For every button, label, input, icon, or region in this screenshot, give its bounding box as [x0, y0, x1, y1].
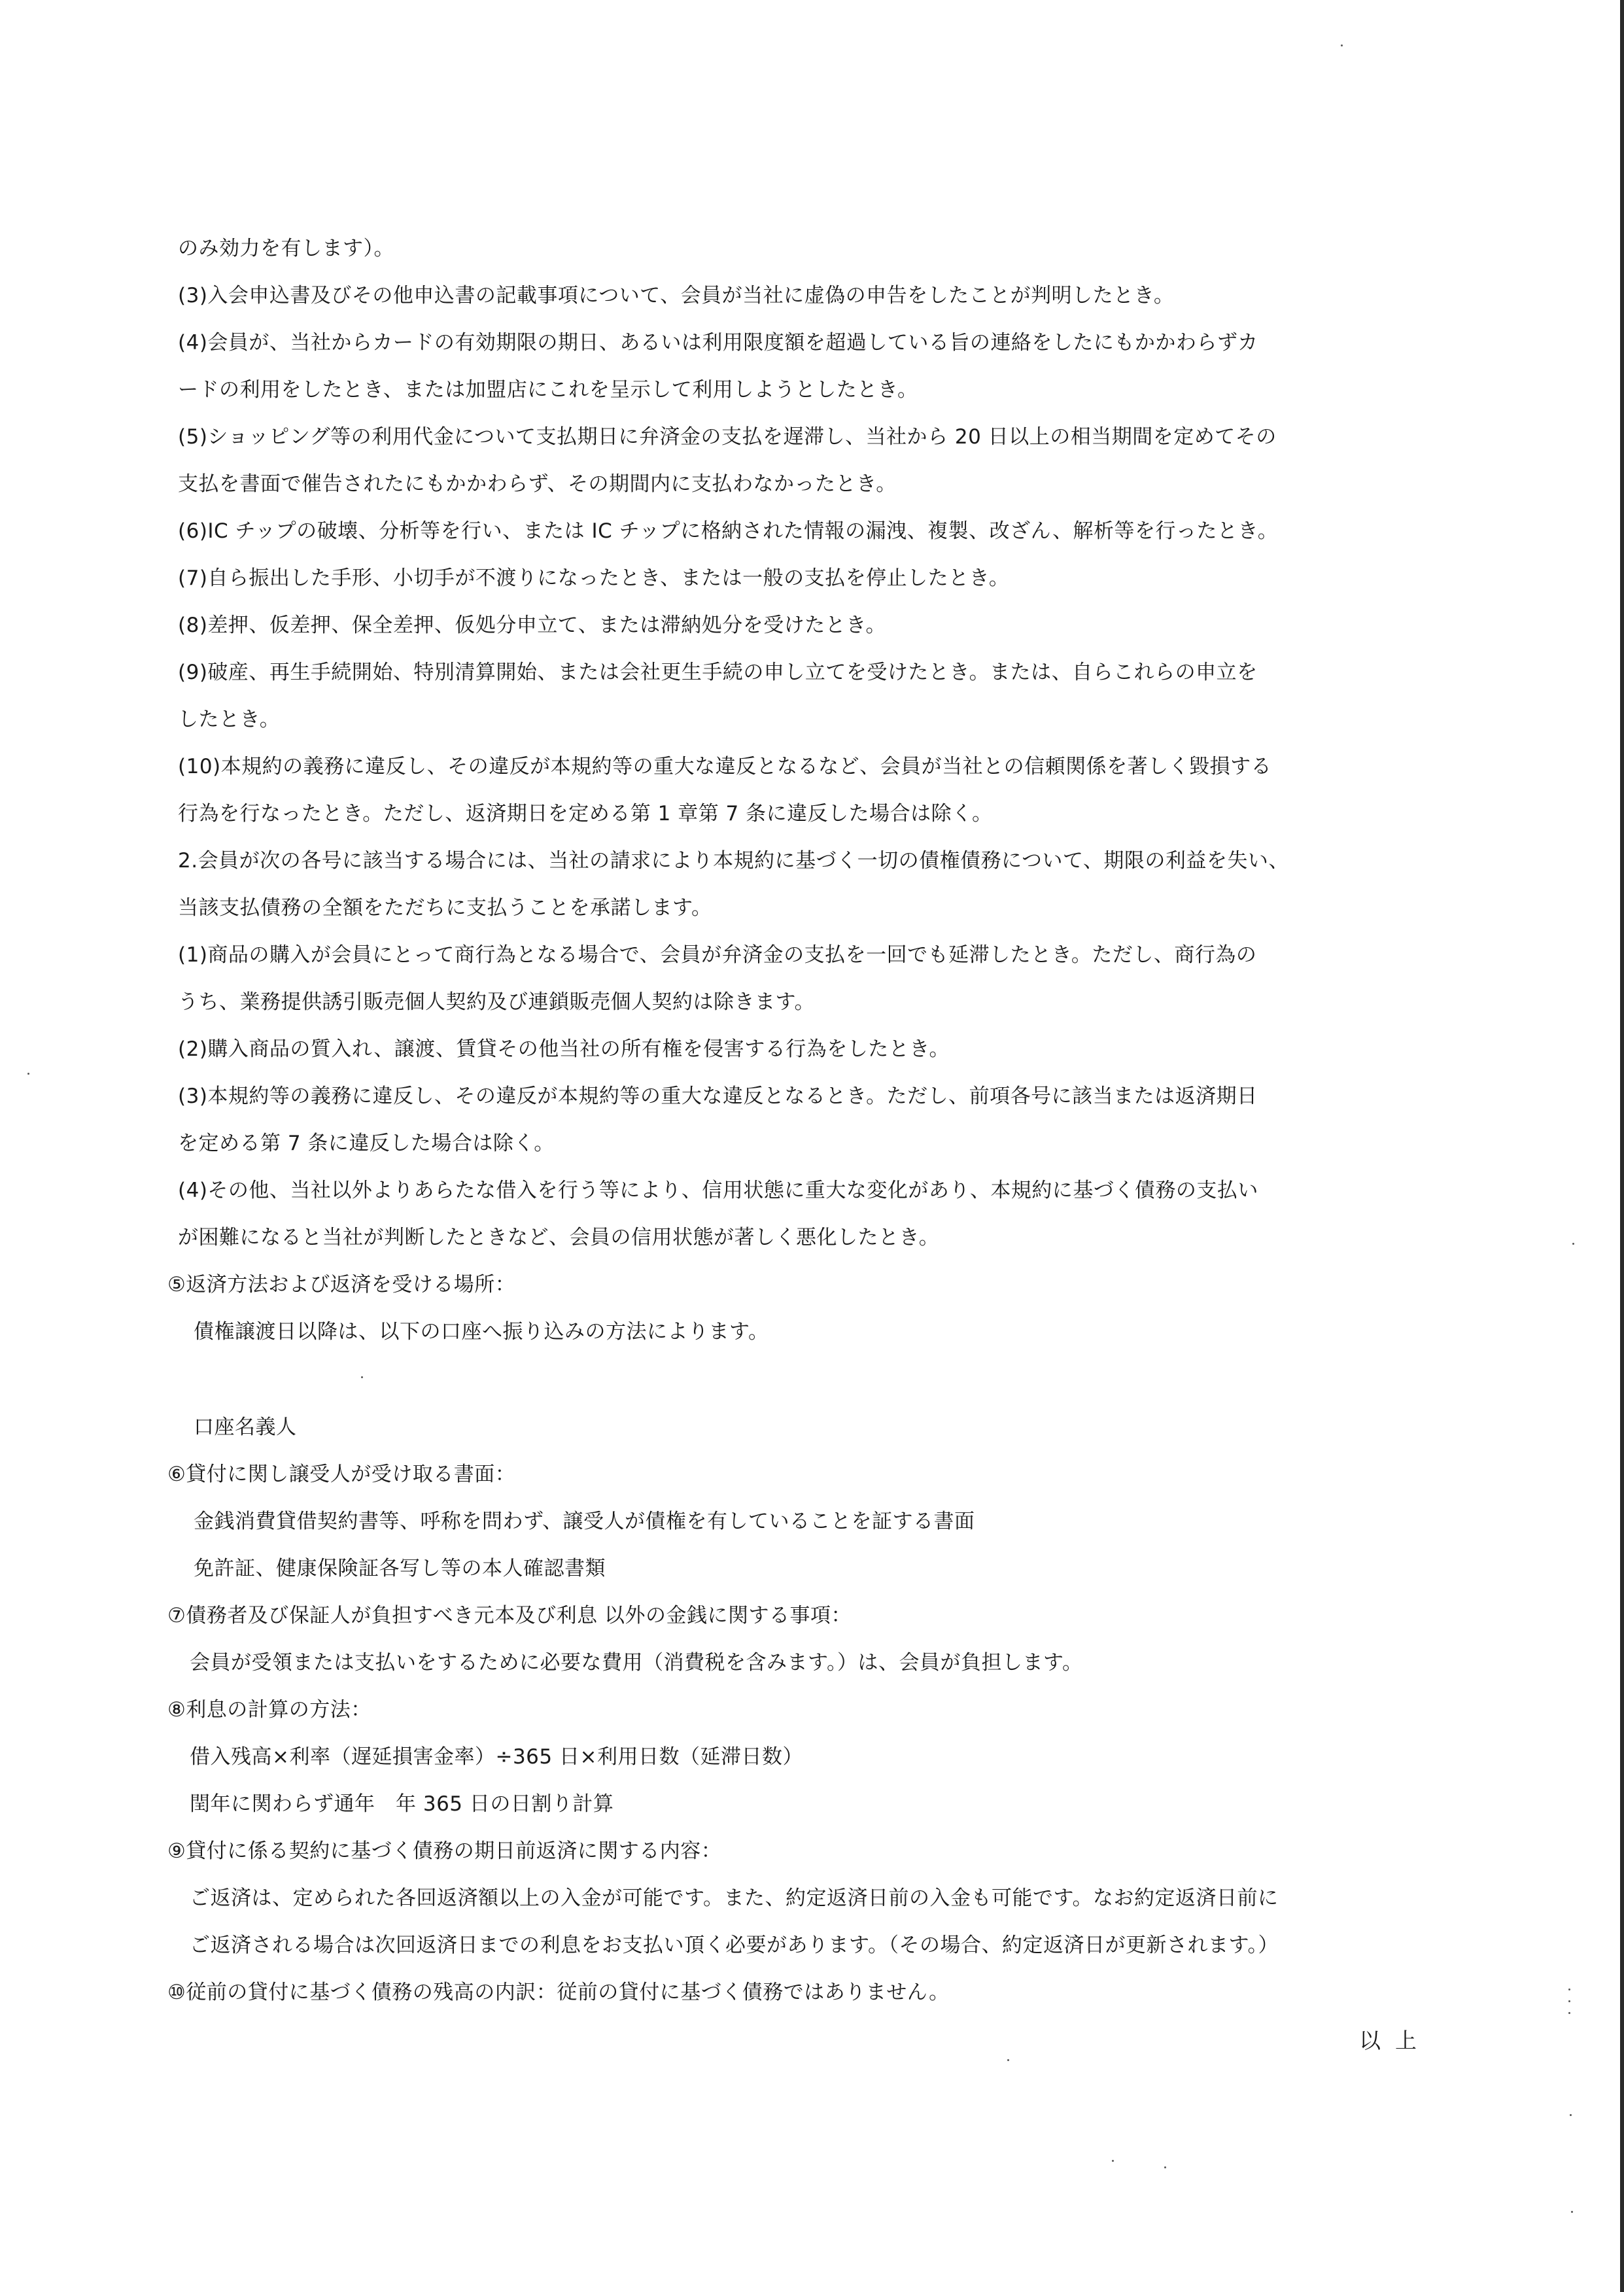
text-line: 金銭消費貸借契約書等、呼称を問わず、譲受人が債権を有していることを証する書面	[194, 1510, 975, 1533]
scan-speck	[1568, 2012, 1570, 2014]
text-line: (6)IC チップの破壊、分析等を行い、または IC チップに格納された情報の漏洩、複製、改ざん、解析等を行ったとき。	[178, 519, 1279, 543]
scan-speck	[1572, 1243, 1574, 1245]
scan-speck	[1164, 2166, 1166, 2168]
text-line: ご返済は、定められた各回返済額以上の入金が可能です。また、約定返済日前の入金も可能です。なお約定返済日前に	[190, 1886, 1279, 1910]
text-line: (9)破産、再生手続開始、特別清算開始、または会社更生手続の申し立てを受けたとき。または、自らこれらの申立を	[178, 661, 1258, 684]
text-line: (5)ショッピング等の利用代金について支払期日に弁済金の支払を遅滞し、当社から 20 日以上の相当期間を定めてその	[178, 425, 1277, 449]
text-line: (7)自ら振出した手形、小切手が不渡りになったとき、または一般の支払を停止したとき。	[178, 566, 1010, 590]
text-line: 免許証、健康保険証各写し等の本人確認書類	[194, 1557, 606, 1580]
section-heading: ⑦債務者及び保証人が負担すべき元本及び利息 以外の金銭に関する事項：	[167, 1604, 852, 1627]
scan-speck	[1570, 2114, 1572, 2116]
scan-speck	[361, 1376, 363, 1378]
text-line: 支払を書面で催告されたにもかかわらず、その期間内に支払わなかったとき。	[178, 472, 897, 496]
text-line: したとき。	[178, 708, 281, 731]
scan-speck	[1568, 1988, 1570, 1990]
text-line: 会員が受領または支払いをするために必要な費用（消費税を含みます。）は、会員が負担します。	[190, 1651, 1083, 1675]
text-line: のみ効力を有します）。	[178, 237, 394, 260]
text-line: (1)商品の購入が会員にとって商行為となる場合で、会員が弁済金の支払を一回でも延滞したとき。ただし、商行為の	[178, 943, 1257, 967]
section-heading: ⑥貸付に関し譲受人が受け取る書面：	[167, 1463, 516, 1486]
text-line: (4)その他、当社以外よりあらたな借入を行う等により、信用状態に重大な変化があり、本規約に基づく債務の支払い	[178, 1179, 1258, 1202]
scan-speck	[1341, 44, 1343, 46]
text-line: うち、業務提供誘引販売個人契約及び連鎖販売個人契約は除きます。	[178, 990, 816, 1014]
text-line: 当該支払債務の全額をただちに支払うことを承諾します。	[178, 896, 712, 920]
section-heading: ⑩従前の貸付に基づく債務の残高の内訳：従前の貸付に基づく債務ではありません。	[167, 1981, 950, 2004]
scan-speck	[1112, 2160, 1114, 2162]
text-line: ご返済される場合は次回返済日までの利息をお支払い頂く必要があります。（その場合、約定返済日が更新されます。）	[190, 1934, 1279, 1957]
text-line: 行為を行なったとき。ただし、返済期日を定める第 1 章第 7 条に違反した場合は除く。	[178, 802, 993, 825]
text-line: (2)購入商品の質入れ、譲渡、賃貸その他当社の所有権を侵害する行為をしたとき。	[178, 1037, 950, 1061]
text-line: (8)差押、仮差押、保全差押、仮処分申立て、または滞納処分を受けたとき。	[178, 614, 887, 637]
section-heading: ⑨貸付に係る契約に基づく債務の期日前返済に関する内容：	[167, 1839, 722, 1863]
scan-speck	[27, 1073, 29, 1075]
text-line: (3)本規約等の義務に違反し、その違反が本規約等の重大な違反となるとき。ただし、前項各号に該当または返済期日	[178, 1085, 1258, 1108]
text-line: 債権譲渡日以降は、以下の口座へ振り込みの方法によります。	[194, 1320, 769, 1344]
text-line: (4)会員が、当社からカードの有効期限の期日、あるいは利用限度額を超過している旨の連絡をしたにもかかわらずカ	[178, 331, 1258, 355]
text-line: が困難になると当社が判断したときなど、会員の信用状態が著しく悪化したとき。	[178, 1226, 940, 1249]
scan-speck	[1568, 2000, 1570, 2002]
text-line: 借入残高×利率（遅延損害金率）÷365 日×利用日数（延滞日数）	[190, 1745, 803, 1769]
scan-speck	[1571, 2211, 1573, 2213]
text-line: 口座名義人	[194, 1415, 297, 1439]
scan-page-edge	[1620, 0, 1624, 2292]
section-heading: ⑧利息の計算の方法：	[167, 1698, 371, 1722]
text-line: を定める第 7 条に違反した場合は除く。	[178, 1132, 555, 1155]
text-line: (10)本規約の義務に違反し、その違反が本規約等の重大な違反となるなど、会員が当社との信頼関係を著しく毀損する	[178, 755, 1272, 778]
text-line: 2.会員が次の各号に該当する場合には、当社の請求により本規約に基づく一切の債権債務について、期限の利益を失い、	[178, 849, 1289, 873]
text-line: ードの利用をしたとき、または加盟店にこれを呈示して利用しようとしたとき。	[178, 378, 918, 402]
closing-mark: 以上	[1359, 2028, 1431, 2053]
scan-speck	[1007, 2059, 1009, 2061]
section-heading: ⑤返済方法および返済を受ける場所：	[167, 1273, 516, 1296]
text-line: (3)入会申込書及びその他申込書の記載事項について、会員が当社に虚偽の申告をしたことが判明したとき。	[178, 284, 1175, 307]
text-line: 閏年に関わらず通年 年 365 日の日割り計算	[190, 1792, 614, 1816]
